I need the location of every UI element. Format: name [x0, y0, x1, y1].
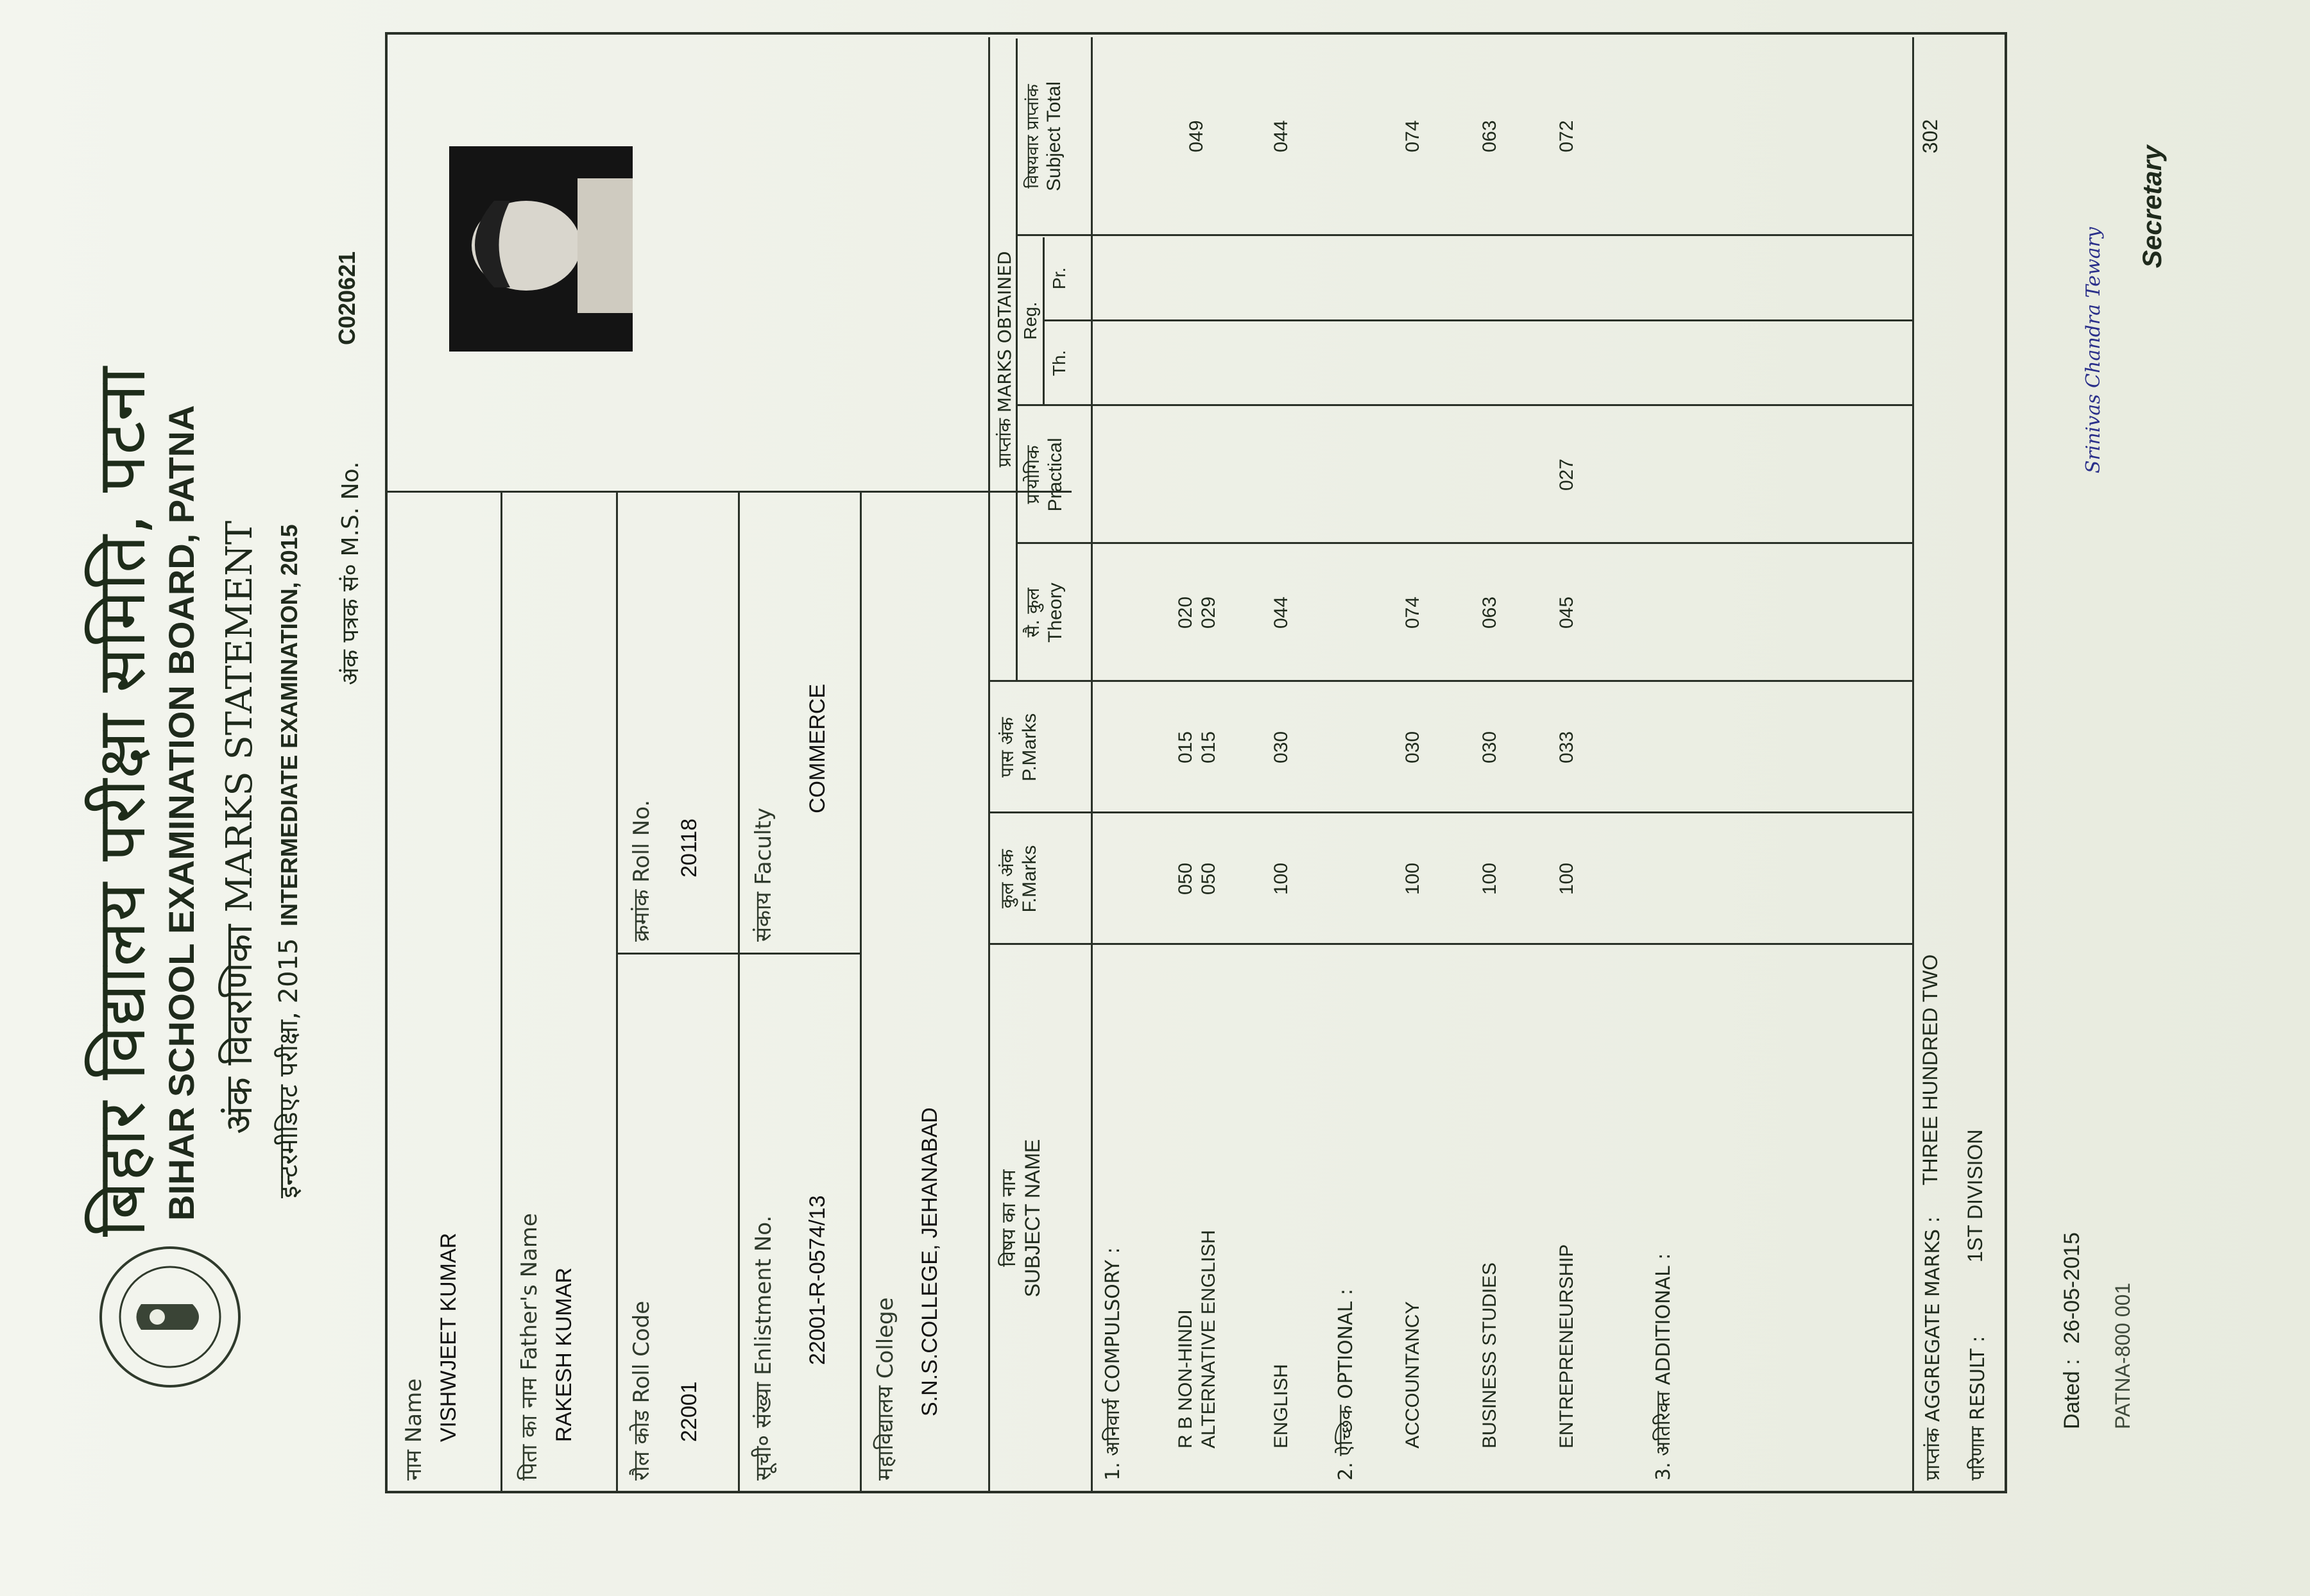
- theory-value: 029: [1198, 596, 1219, 629]
- full-marks-header-hindi: कुल अंक: [997, 849, 1018, 909]
- subject-header-hindi: विषय का नाम: [998, 1169, 1020, 1267]
- statement-title-english: MARKS STATEMENT: [219, 520, 261, 913]
- pass-marks-header: [995, 683, 1041, 811]
- pass-marks-value: 030: [1270, 731, 1292, 764]
- full-marks-value: 050: [1175, 862, 1196, 896]
- reg-header: Reg.: [1020, 301, 1040, 340]
- optional-section-label: 2. ऐच्छिक OPTIONAL :: [1335, 1289, 1357, 1481]
- divider: [738, 493, 740, 1491]
- pass-marks-value: 015: [1198, 731, 1219, 764]
- divider: [988, 943, 1912, 945]
- divider: [1016, 542, 1912, 544]
- compulsory-section-label: 1. अनिवार्य COMPULSORY :: [1102, 1247, 1124, 1481]
- roll-no-label: क्रमांक Roll No.: [629, 799, 654, 942]
- practical-header-hindi: प्रायोगिक: [1022, 445, 1043, 504]
- father-name: RAKESH KUMAR: [552, 1267, 576, 1442]
- board-seal-icon: [96, 1243, 244, 1391]
- practical-header-english: Practical: [1045, 437, 1066, 512]
- divider: [1091, 37, 1093, 1491]
- subject-total-header-english: Subject Total: [1043, 81, 1065, 192]
- divider: [1043, 319, 1912, 321]
- divider: [616, 493, 618, 1491]
- roll-code-label: रौल कोड Roll Code: [629, 1300, 654, 1481]
- subject-total-value: 074: [1402, 120, 1423, 153]
- aggregate-value: 302: [1919, 119, 1942, 154]
- table-row: [1174, 1230, 1220, 1448]
- full-marks-header: [995, 815, 1041, 943]
- press-imprint: PATNA-800 001: [2111, 1282, 2134, 1429]
- full-marks-value: 100: [1479, 862, 1500, 896]
- subject-total-value: 044: [1270, 120, 1292, 153]
- theory-value: 044: [1270, 596, 1292, 629]
- result-label: परिणाम RESULT :: [1967, 1336, 1989, 1481]
- name-label: नाम Name: [401, 1378, 427, 1481]
- subject-name: ACCOUNTANCY: [1402, 1301, 1423, 1448]
- college-label: महाविद्यालय College: [873, 1297, 898, 1481]
- enlistment-label: सूची० संख्या Enlistment No.: [751, 1215, 776, 1481]
- college-name: S.N.S.COLLEGE, JEHANABAD: [918, 1107, 942, 1416]
- subject-header: [995, 946, 1045, 1491]
- additional-section-label: 3. अतिरिक्त ADDITIONAL :: [1652, 1253, 1675, 1481]
- board-name-english: BIHAR SCHOOL EXAMINATION BOARD, PATNA: [161, 405, 201, 1221]
- practical-header: [1020, 407, 1066, 542]
- pass-marks-header-english: P.Marks: [1019, 713, 1040, 782]
- subject-total-header: [1020, 38, 1065, 234]
- faculty-label: संकाय Faculty: [751, 808, 776, 942]
- full-marks-value: 100: [1556, 862, 1577, 896]
- theory-header-hindi: सै. कुल: [1022, 588, 1043, 638]
- divider: [738, 953, 860, 955]
- full-marks-value: 050: [1198, 862, 1219, 896]
- roll-code: 22001: [677, 1381, 701, 1442]
- ms-number: C020621: [334, 251, 360, 345]
- divider: [1912, 37, 1914, 1491]
- pass-marks-value: 030: [1479, 731, 1500, 764]
- subject-name-line2: ALTERNATIVE ENGLISH: [1198, 1230, 1219, 1448]
- divider: [1016, 234, 1912, 236]
- divider: [616, 953, 738, 955]
- reg-pr-header: Pr.: [1049, 267, 1069, 290]
- marks-obtained-header-label: प्राप्तांक MARKS OBTAINED: [994, 251, 1015, 468]
- statement-title: [212, 521, 262, 1134]
- exam-title-hindi: इन्टरमीडिएट परीक्षा, 2015: [274, 938, 304, 1198]
- full-marks-header-english: F.Marks: [1019, 845, 1040, 913]
- board-name-hindi: बिहार विद्यालय परीक्षा समिति, पटना: [82, 366, 160, 1237]
- theory-value: 063: [1479, 596, 1500, 629]
- marks-obtained-header: [992, 38, 1016, 680]
- dated-label: Dated :: [2060, 1359, 2084, 1429]
- theory-value: 045: [1556, 596, 1577, 629]
- aggregate-label: प्राप्तांक AGGREGATE MARKS :: [1922, 1216, 1944, 1481]
- subject-name: R B NON-HINDI: [1175, 1309, 1196, 1448]
- theory-header: [1020, 545, 1066, 680]
- theory-header-english: Theory: [1045, 582, 1066, 643]
- divider: [1016, 38, 1018, 680]
- full-marks-value: 100: [1270, 862, 1292, 896]
- subject-name: BUSINESS STUDIES: [1479, 1262, 1500, 1448]
- subject-name: ENTREPRENEURSHIP: [1556, 1244, 1577, 1448]
- pass-marks-header-hindi: पास अंक: [997, 717, 1018, 777]
- divider: [1016, 404, 1912, 406]
- pass-marks-cell: [1174, 683, 1220, 811]
- subject-total-value: 063: [1479, 120, 1500, 153]
- reg-th-header: Th.: [1049, 350, 1069, 377]
- divider: [988, 811, 1912, 813]
- statement-title-hindi: अंक विवरणिका: [217, 924, 261, 1134]
- secretary-signature: Srinivas Chandra Tewary: [2082, 227, 2105, 473]
- father-name-label: पिता का नाम Father's Name: [517, 1213, 542, 1481]
- practical-value: 027: [1556, 458, 1577, 491]
- exam-title: [270, 524, 305, 1198]
- divider: [988, 37, 990, 1491]
- theory-value: 020: [1175, 596, 1196, 629]
- issue-date: 26-05-2015: [2060, 1232, 2084, 1344]
- enlistment-no: 22001-R-0574/13: [805, 1195, 830, 1365]
- subject-total-header-hindi: विषयवार प्राप्तांक: [1023, 84, 1043, 189]
- pass-marks-value: 030: [1402, 731, 1423, 764]
- divider: [501, 493, 502, 1491]
- date-line: [2060, 1232, 2085, 1429]
- student-name: VISHWJEET KUMAR: [436, 1232, 461, 1442]
- full-marks-cell: [1174, 815, 1220, 943]
- divider: [988, 680, 1912, 682]
- divider: [860, 493, 862, 1491]
- roll-no: 20118: [677, 818, 701, 878]
- pass-marks-value: 033: [1556, 731, 1577, 764]
- full-marks-value: 100: [1402, 862, 1423, 896]
- ms-number-label: [334, 461, 365, 685]
- secretary-title: Secretary: [2137, 145, 2167, 268]
- theory-value: 074: [1402, 596, 1423, 629]
- subject-total-value: 049: [1186, 120, 1207, 153]
- pass-marks-value: 015: [1175, 731, 1196, 764]
- subject-name: ENGLISH: [1270, 1364, 1292, 1448]
- faculty: COMMERCE: [805, 683, 830, 813]
- ms-label: अंक पत्रक सं० M.S. No.: [338, 461, 364, 685]
- result-value: 1ST DIVISION: [1964, 1129, 1987, 1262]
- exam-title-english: INTERMEDIATE EXAMINATION, 2015: [276, 524, 302, 927]
- student-photo: [449, 146, 633, 352]
- aggregate-words: THREE HUNDRED TWO: [1919, 954, 1942, 1185]
- subject-header-english: SUBJECT NAME: [1021, 1139, 1044, 1298]
- theory-cell: [1174, 545, 1220, 680]
- subject-total-value: 072: [1556, 120, 1577, 153]
